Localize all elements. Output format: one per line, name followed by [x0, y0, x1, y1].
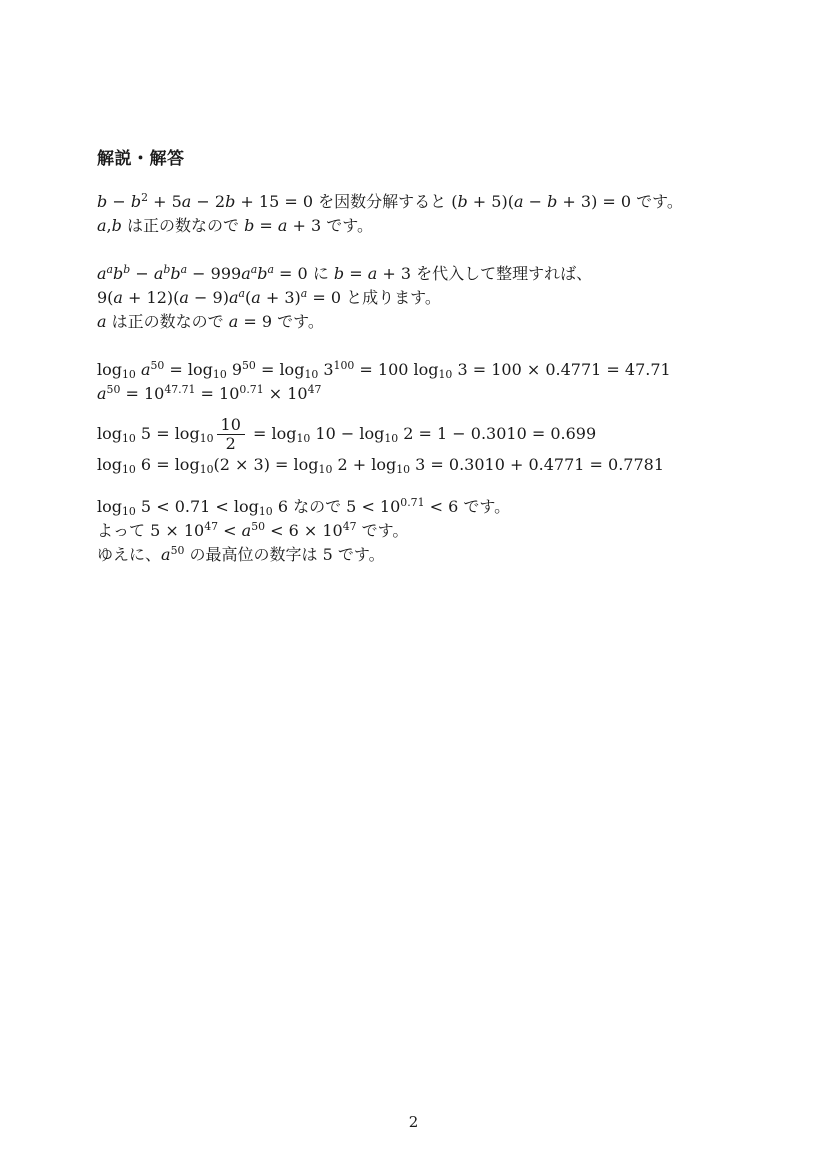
paragraph-substitution: [97, 262, 747, 334]
math-line: $a^{50} = 10^{47.71} = 10^{0.71} \times 10^{47}$: [97, 383, 322, 403]
section-heading: 解説・解答: [97, 149, 185, 168]
math-line: a は正の数なので a = 9 です。: [97, 312, 324, 331]
math-line: $\log_{10} 5 = \log_{10}$ $\frac{10}{2}$ = $\log_{10} 10 - \log_{10} 2 = 1 - 0.3010 = 0.699$: [97, 415, 597, 453]
math-line: a,b は正の数なので b = a + 3 です。: [97, 216, 374, 235]
page-number: 2: [408, 1113, 419, 1131]
paragraph-log-5-6: [97, 416, 747, 477]
paragraph-factorization: [97, 190, 747, 238]
math-line: $b - b^2 + 5a - 2b + 15 = 0$ を因数分解すると (b + 5)(a − b + 3) = 0 です。: [97, 191, 683, 211]
math-line: ゆえに、$a^{50}$ の最高位の数字は 5 です。: [97, 543, 385, 564]
paragraph-conclusion: [97, 495, 747, 567]
math-line: $a^ab^b - a^bb^a - 999a^ab^a = 0$ に b = a + 3 を代入して整理すれば、: [97, 263, 593, 283]
math-line: $\log_{10} a^{50} = \log_{10} 9^{50} = \log_{10} 3^{100} = 100$ $\log_{10} 3 = 100 \times 0.4771 = 47.71$: [97, 359, 671, 382]
math-line: $\log_{10} 5 < 0.71 < \log_{10} 6$ なので $5 < 10^{0.71} < 6$ です。: [97, 495, 511, 518]
solution-body: [97, 190, 747, 591]
math-line: $9(a + 12)(a - 9)a^a(a + 3)^a = 0$ と成ります。: [97, 287, 441, 307]
math-line: よって $5 \times 10^{47} < a^{50} < 6 \times 10^{47}$ です。: [97, 519, 409, 540]
math-line: $\log_{10} 6 = \log_{10}(2 \times 3) = \log_{10} 2 + \log_{10} 3 = 0.3010 + 0.4771 = 0.7781$: [97, 454, 665, 476]
paragraph-log-a50: [97, 358, 747, 406]
